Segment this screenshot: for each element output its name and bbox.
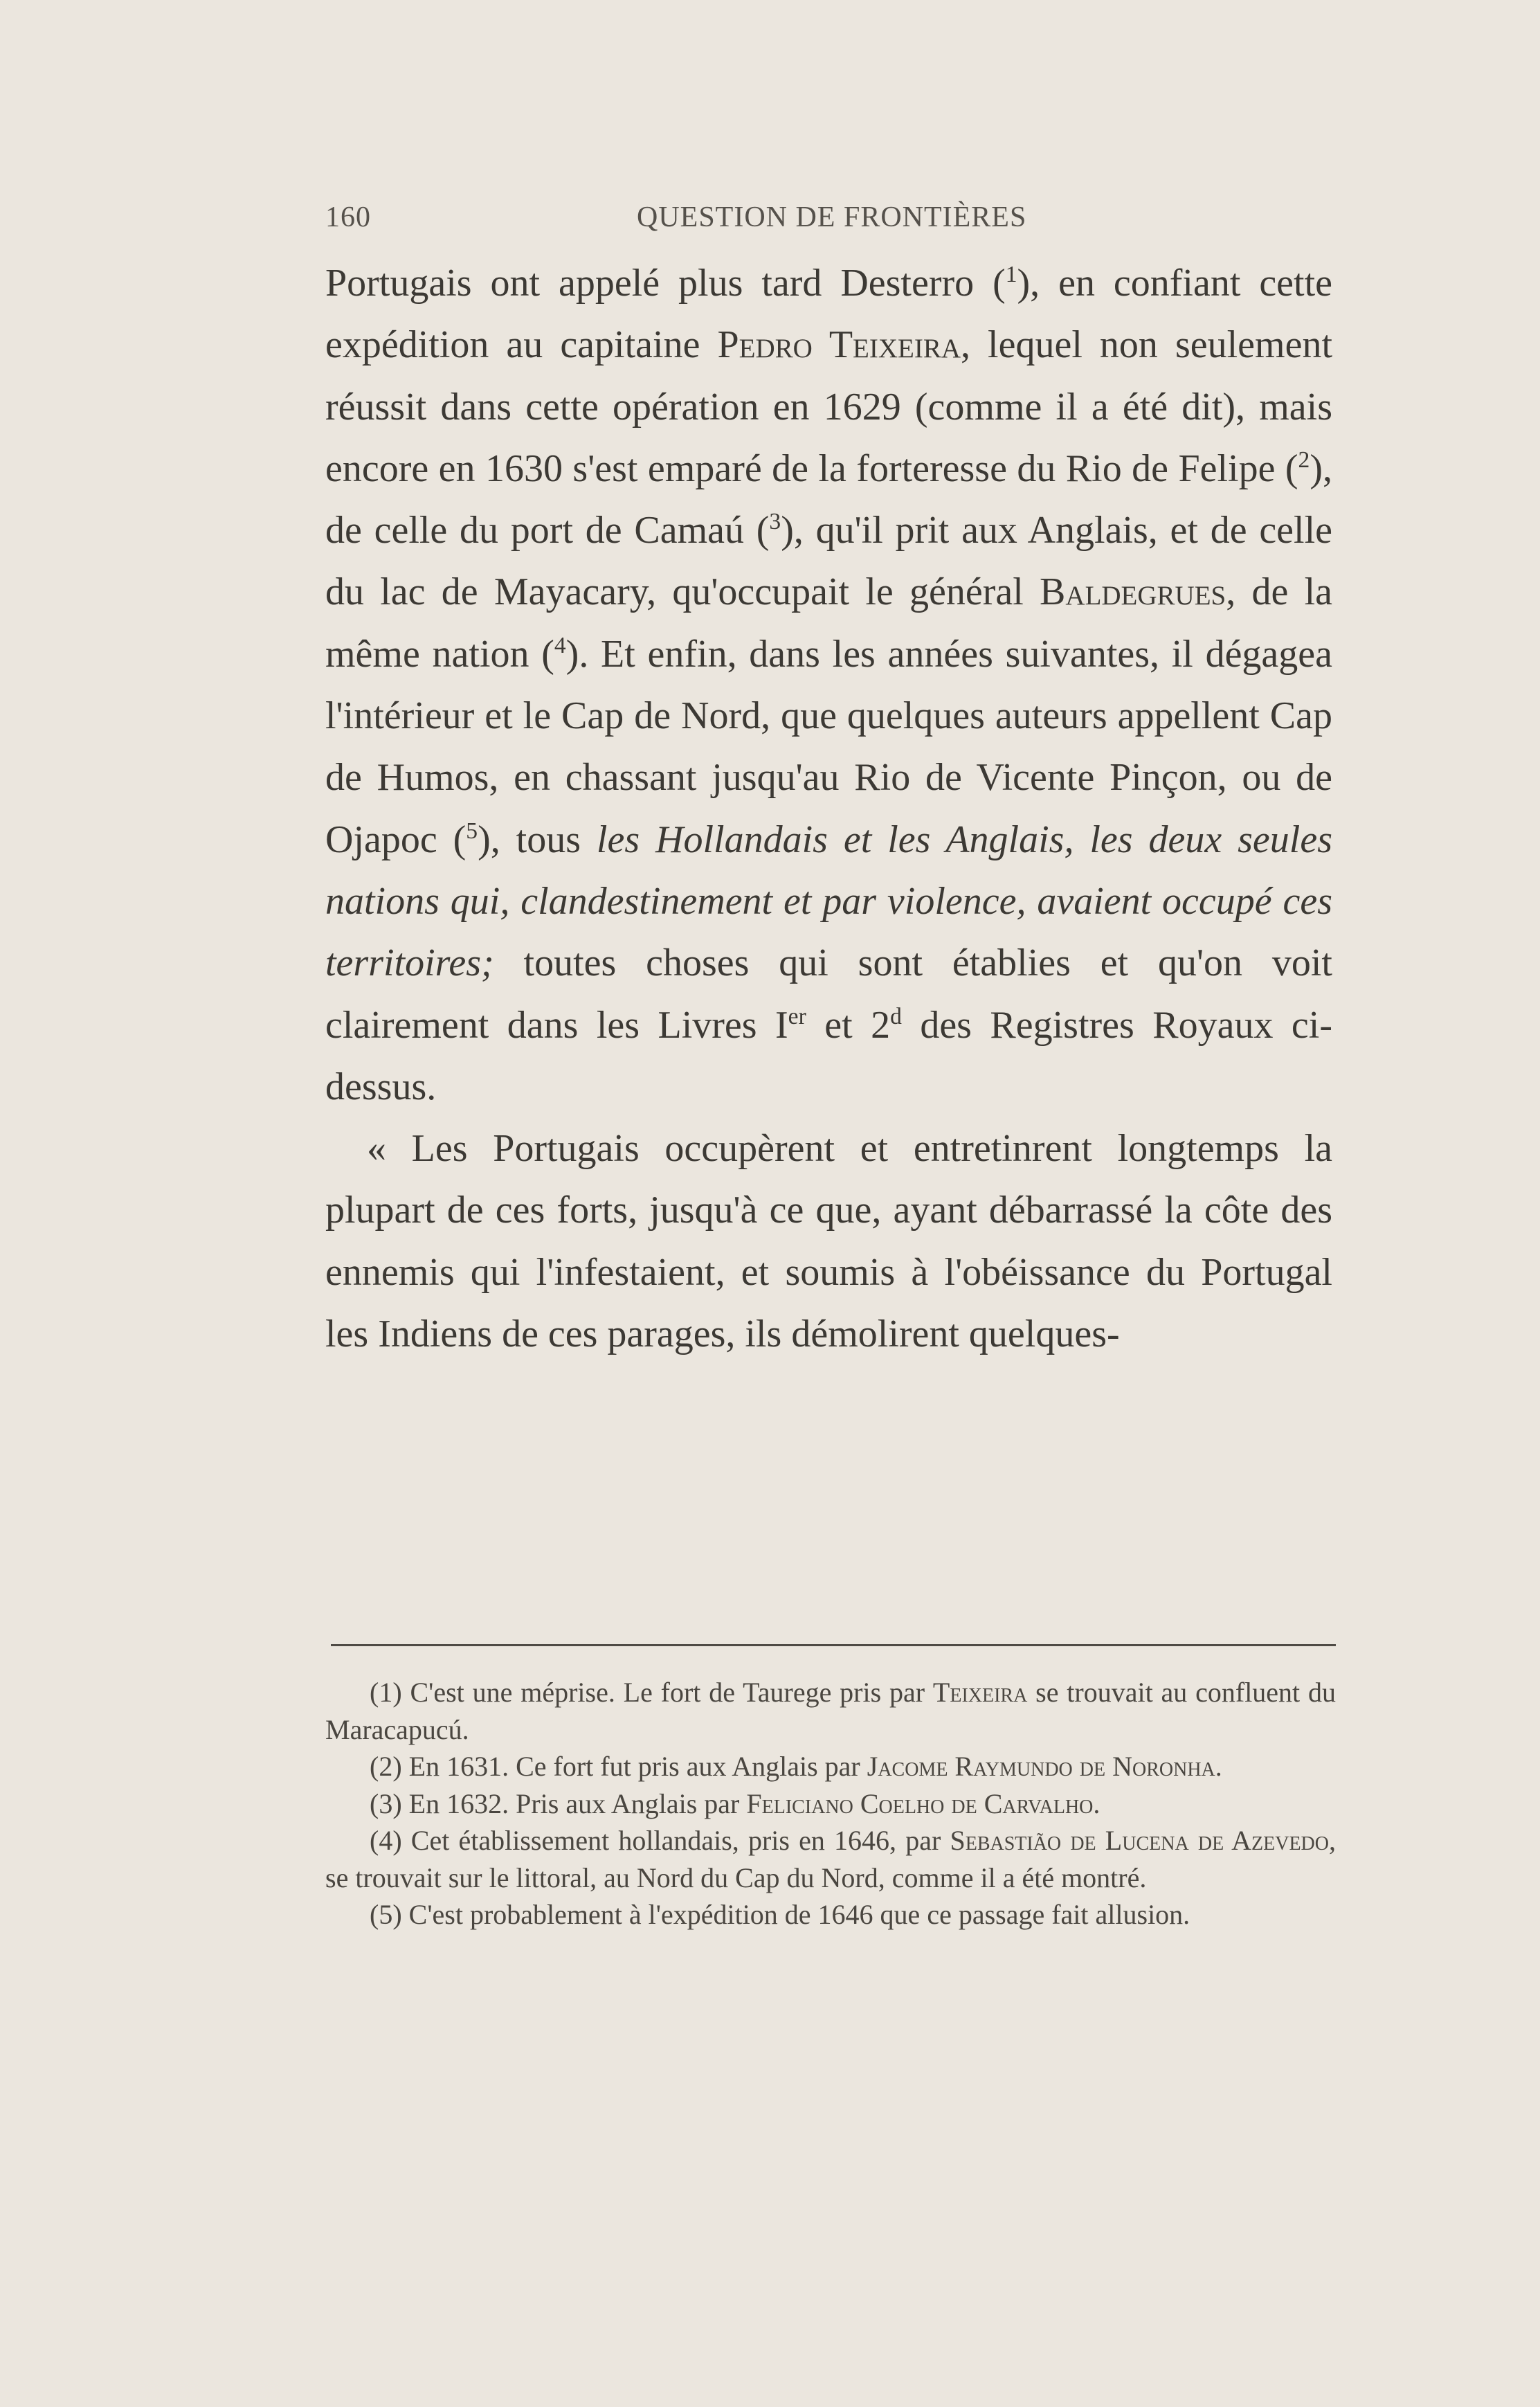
text-run: En 1632. Pris aux Anglais par <box>401 1787 747 1819</box>
ordinal-superscript: er <box>788 1003 806 1029</box>
text-run: , lequel non seulement réussit dans cette opération en 1629 (comme il a été dit), mais encore en 1630 s'est emparé de la forteresse du Rio de Felipe ( <box>325 323 1332 490</box>
footnote-1 <box>325 1674 1336 1748</box>
footnote-ref-2: 2 <box>1298 447 1310 473</box>
footnote-mark: (1) <box>370 1677 402 1708</box>
text-run: des Registres Royaux ci-dessus. <box>325 1003 1332 1108</box>
footnote-mark: (2) <box>370 1751 402 1782</box>
footnote-mark: (4) <box>370 1825 402 1856</box>
text-run: , se trouvait sur le littoral, au Nord du Cap du Nord, comme il a été montré. <box>325 1825 1336 1893</box>
text-run: ), qu'il prit aux Anglais, et de celle du lac de Mayacary, qu'occupait le général <box>325 509 1333 614</box>
footnote-divider <box>331 1644 1336 1646</box>
footnote-ref-4: 4 <box>554 632 566 658</box>
person-name: Pedro Teixeira <box>717 323 961 367</box>
footnote-ref-1: 1 <box>1005 261 1017 287</box>
text-run: ), de celle du port de Camaú ( <box>325 447 1332 552</box>
paragraph-2: « Les Portugais occupèrent et entretinrent longtemps la plupart de ces forts, jusqu'à ce que, ayant débarrassé la côte des ennemis qui l'infestaient, et soumis à l'obéissance du Portugal les Indiens de ces parages, ils démolirent quelques- <box>325 1127 1332 1356</box>
page-number: 160 <box>325 201 371 233</box>
text-run: se trouvait au confluent du Maracapucú. <box>325 1677 1337 1745</box>
footnote-5 <box>325 1896 1336 1933</box>
footnote-mark: (5) <box>370 1899 402 1930</box>
footnote-4 <box>325 1822 1336 1896</box>
text-run: . <box>1215 1751 1222 1782</box>
text-run: ), tous <box>478 818 597 861</box>
paragraph-1 <box>325 253 1332 1118</box>
text-run: ). Et enfin, dans les années suivantes, il dégagea l'intérieur et le Cap de Nord, que quelques auteurs appellent Cap de Humos, en chassant jusqu'au Rio de Vicente Pinçon, ou de Ojapoc ( <box>325 632 1332 861</box>
person-name: Teixeira <box>932 1677 1028 1708</box>
running-title: QUESTION DE FRONTIÈRES <box>637 201 1027 233</box>
person-name: Sebastião de Lucena de Azevedo <box>950 1825 1329 1856</box>
person-name: Jacome Raymundo de Noronha <box>867 1751 1215 1782</box>
footnote-ref-3: 3 <box>769 509 781 535</box>
footnotes <box>325 1674 1336 1933</box>
text-run: . <box>1093 1787 1100 1819</box>
ordinal-superscript: d <box>890 1003 902 1029</box>
italic-quote: les Hollandais et les Anglais, les deux seules nations qui, clandestinement et par violence, avaient occupé ces territoires; <box>325 818 1332 985</box>
person-name: Baldegrues <box>1040 570 1226 614</box>
person-name: Feliciano Coelho de Carvalho <box>746 1787 1094 1819</box>
text-run: Cet établissement hollandais, pris en 1646, par <box>401 1825 950 1856</box>
text-run: et 2 <box>806 1003 891 1047</box>
main-text <box>325 253 1332 1365</box>
text-run: ), en confiant cette expédition au capitaine <box>325 262 1333 367</box>
footnote-mark: (3) <box>370 1787 402 1819</box>
text-run: En 1631. Ce fort fut pris aux Anglais par <box>401 1751 867 1782</box>
text-run: C'est une méprise. Le fort de Taurege pris par <box>401 1677 933 1708</box>
footnote-2 <box>325 1748 1336 1785</box>
running-header <box>325 201 1329 242</box>
text-run: , de la même nation ( <box>325 570 1332 676</box>
footnote-ref-5: 5 <box>466 818 478 844</box>
text-run: C'est probablement à l'expédition de 1646 que ce passage fait allusion. <box>401 1899 1190 1930</box>
text-run: Portugais ont appelé plus tard Desterro ( <box>325 262 1006 305</box>
text-run: toutes choses qui sont établies et qu'on voit clairement dans les Livres I <box>325 941 1332 1047</box>
footnote-3 <box>325 1785 1336 1823</box>
